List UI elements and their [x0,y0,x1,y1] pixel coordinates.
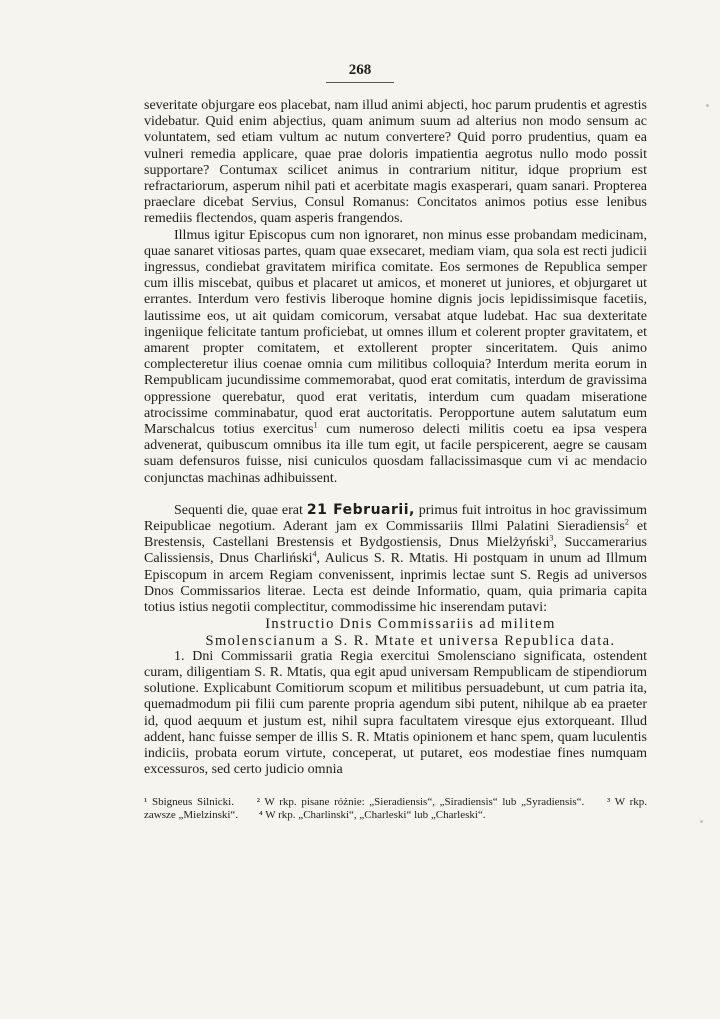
paragraph-3-e: , Aulicus S. R. Mtatis. Hi postquam in unum ad Illmum Episcopum in arcem Regiam convenissent, inprimis lectae sunt S. Regis ad universos Dnos Commissarios literae. Lecta est deinde Informatio, quam, quia primaria capita totius istius negotii complectitur, commodissime hic inserendam putavi: [144,551,647,616]
footnote-4: ⁴ W rkp. „Charlinski“, „Charleski“ lub „Charleski“. [258,809,486,822]
footnote-ref-4: 4 [312,549,317,559]
footnotes [144,796,647,822]
footnote-3: ³ W rkp. zawsze „Mielzinski“. [144,796,648,822]
footnote-1: ¹ Sbigneus Silnicki. [144,796,234,809]
paper-speck [700,820,703,823]
footnote-ref-2: 2 [624,517,629,527]
paragraph-2-tail: cum numeroso delecti militis coetu ea ipsa vespera advenerat, quibuscum omnibus ita ille tum egit, ut facile perspicerent, aegre se causam suam defensuros fuisse, nisi cuniculos quosdam fallacissimasque cum vi ac mendacio conjunctas machinas adhibuissent. [144,422,648,486]
paragraph-3-c: et Brestensis, Castellani Brestensis et Bydgostiensis, Dnus Mielżyński [144,519,647,551]
paragraph-1: severitate objurgare eos placebat, nam illud animi abjecti, hoc parum prudentis et agrestis videbatur. Quid enim abjectius, quam animum suum ad alterius non modo sensum ac voluntatem, sed etiam vultum ac nutum convertere? Quid porro prudentius, quam ea vulneri remedia applicare, quae prae doloris impatientia aegrotus nullo modo possit supportare? Contumax scilicet animus in contrarium nititur, idque proprium est refractariorum, asperum nihil pati et acerbitate magis exasperari, quam sanari. Propterea praeclare dicebat Servius, Consul Romanus: Concitatos animos potius esse lenibus remediis flectendos, quam asperis frangendos. [144,98,647,227]
paragraph-3-d: , Succamerarius Calissiensis, Dnus Charliński [144,535,647,567]
page-body [144,98,647,822]
footnote-ref-3: 3 [549,533,554,543]
paragraph-4: 1. Dni Commissarii gratia Regia exercitui Smolensciano significata, ostendent curam, diligentiam S. R. Mtatis, qua egit apud universam Rempublicam de stipendiorum solutione. Explicabunt Comitiorum scopum et militibus persuadebunt, ut cum patria ita, quemadmodum pii filii cum parente propria agendum sibi putent, nihilque ab ea praeter id, quod aequum et justum est, nihil supra facultatem viresque ejus extorqueant. Illud addent, hanc fuisse semper de illis S. R. Mtatis opinionem et hanc spem, quam luculentis indiciis, probata eorum virtute, conceperat, ut putaret, eos modestiae fines numquam excessuros, sed certo judicio omnia [144,648,647,778]
page-number-rule [326,82,394,83]
paragraph-2 [144,228,647,487]
page-number: 268 [348,62,372,78]
instruction-heading-line-2: Smolenscianum a S. R. Mtate et universa Republica data. [205,632,616,649]
date-highlight: 21 Februarii, [306,501,415,518]
paper-speck [706,104,709,107]
paragraph-3-b: primus fuit introitus in hoc gravissimum Reipublicae negotium. Aderant jam ex Commissariis Illmi Palatini Sieradiensis [144,502,647,535]
footnote-ref-1: 1 [313,420,318,430]
instruction-heading-line-1: Instructio Dnis Commissariis ad militem [265,616,556,633]
paragraph-2-text: Illmus igitur Episcopus cum non ignoraret, non minus esse probandam medicinam, quae sanaret vitiosas partes, quam quae exsecaret, mediam viam, qua sola est recti judicii ingressus, condiebat gravitatem mirifica comitate. Eos sermones de Republica semper cum illis miscebat, quibus et placaret ut amicos, et moneret ut juniores, et objurgaret ut errantes. Interdum vero festivis liberoque homine dignis jocis lepidissimisque facetiis, lautissime eos, ut ait quidam comicorum, versabat atque ludebat. Hac sua dexteritate ingeniique felicitate tantum proficiebat, ut omnes illum et colerent propter gravitatem, et amarent propter comitatem, et extollerent propter sinceritatem. Quis animo complecteretur ilius coenae omnia cum militibus colloquia? Interdum merita eorum in Rempublicam jucundissime commemorabat, quod erat comitatis, interdum de gravissima oppressione querebatur, quod erat veritatis, interdum cum quadam miseratione atrocissime comminabatur, quod erat auctoritatis. Peropportune autem salutatum eum Marschalcus totius exercitus [144,227,647,438]
paragraph-3 [144,502,647,616]
footnote-2: ² W rkp. pisane różnie: „Sieradiensis“, „Siradiensis“ lub „Syradiensis“. [256,796,585,809]
paragraph-3-a: Sequenti die, quae erat [174,502,307,518]
